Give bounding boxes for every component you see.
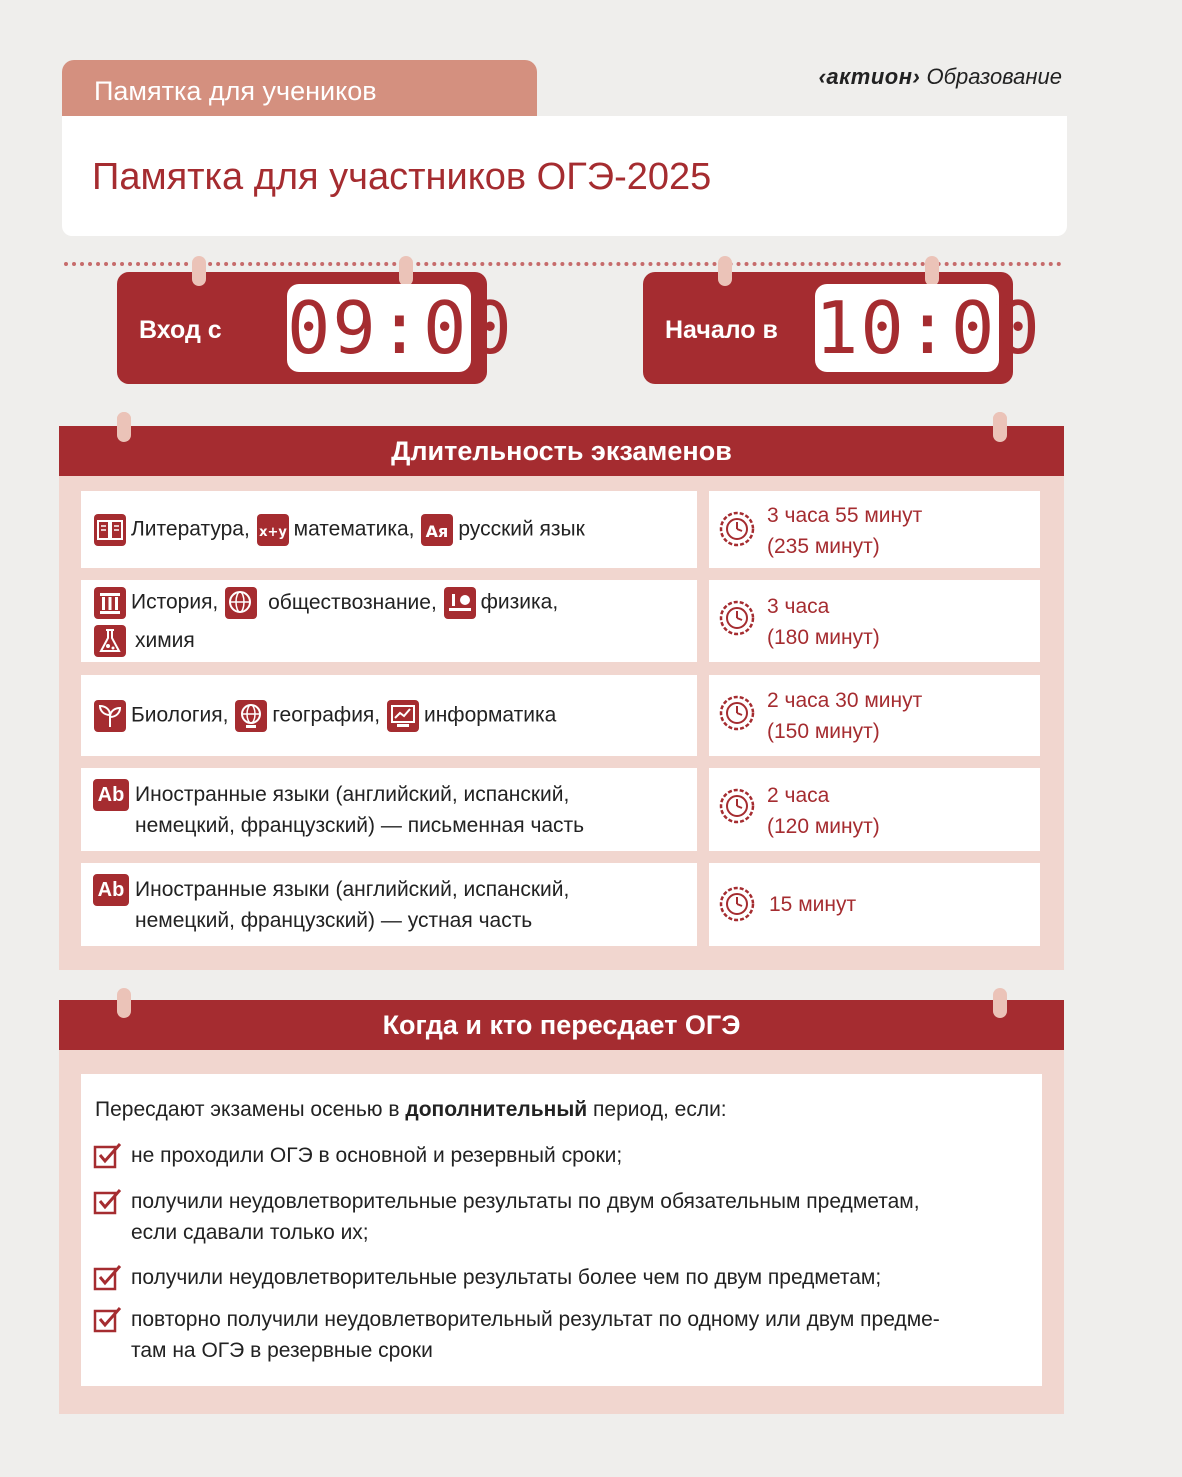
duration-cell-3 <box>709 675 1040 756</box>
computer-chart-icon <box>386 699 420 733</box>
start-label: Начало в <box>665 316 778 344</box>
subject-line2: немецкий, французский) — письменная часть <box>135 814 585 837</box>
duration-cell-4 <box>709 768 1040 851</box>
clock-gear-icon <box>717 884 757 924</box>
pin-decoration <box>925 256 939 286</box>
list-item-text: повторно получили неудовлетворительный результат по одному или двум предме- там на ОГЭ в резервные сроки <box>131 1308 940 1362</box>
subject-social: обществознание, <box>268 590 437 614</box>
subject-row-5 <box>81 863 697 946</box>
subject-history: История, <box>131 590 219 614</box>
flask-icon <box>93 624 127 658</box>
pin-decoration <box>192 256 206 286</box>
entry-label: Вход с <box>139 316 222 344</box>
subject-russian: русский язык <box>458 517 585 541</box>
retake-panel <box>59 1000 1064 1414</box>
subject-line1: Иностранные языки (английский, испанский, <box>135 783 570 806</box>
duration-heading: Длительность экзаменов <box>391 436 732 466</box>
memo-tab <box>62 60 537 120</box>
logo-suffix: Образование <box>926 64 1062 89</box>
duration-cell-5 <box>709 863 1040 946</box>
logo-brand: ‹актион› <box>818 64 921 89</box>
subject-list <box>93 513 585 547</box>
entry-clock <box>287 284 514 372</box>
subject-biology: Биология, <box>131 703 229 727</box>
russian-language-icon <box>420 513 454 547</box>
subject-foreign-written <box>135 779 584 841</box>
pin-decoration <box>117 412 131 442</box>
duration-line1: 15 минут <box>769 893 857 916</box>
clock-gear-icon <box>717 509 757 549</box>
list-item-text: получили неудовлетворительные результаты более чем по двум предметам; <box>131 1266 882 1289</box>
ab-icon: Ab <box>93 779 129 811</box>
globe-people-icon <box>224 586 258 620</box>
subject-informatics: информатика <box>423 703 557 727</box>
subject-math: математика, <box>293 517 415 541</box>
retake-card <box>81 1074 1042 1386</box>
retake-heading-bar <box>59 1000 1064 1050</box>
checkbox-check-icon <box>93 1140 123 1170</box>
pin-decoration <box>993 412 1007 442</box>
duration-line1: 2 часа 30 минут <box>767 689 923 712</box>
entry-time-box <box>117 272 514 384</box>
checkbox-check-icon <box>93 1304 123 1334</box>
duration-panel <box>59 426 1064 970</box>
subject-literature: Литература, <box>131 517 250 541</box>
subject-list <box>93 586 558 620</box>
svg-text:Ая: Ая <box>426 522 449 541</box>
duration-heading-bar <box>59 426 1064 476</box>
subject-foreign-oral <box>135 874 569 936</box>
book-icon <box>93 513 127 547</box>
start-time: 10:00 <box>815 286 1042 370</box>
sprout-icon <box>93 699 127 733</box>
duration-line1: 2 часа <box>767 784 830 807</box>
tab-label: Памятка для учеников <box>94 76 377 106</box>
ab-icon: Ab <box>93 874 129 906</box>
start-time-box <box>643 272 1042 384</box>
list-item-text: не проходили ОГЭ в основной и резервный сроки; <box>131 1144 623 1167</box>
clock-gear-icon <box>717 598 757 638</box>
pin-decoration <box>399 256 413 286</box>
page-title: Памятка для участников ОГЭ-2025 <box>92 156 712 198</box>
clock-gear-icon <box>717 786 757 826</box>
dotted-divider <box>64 262 1062 266</box>
aktion-logo <box>819 64 1062 90</box>
subject-list <box>93 699 556 733</box>
duration-line2: (180 минут) <box>767 626 880 649</box>
checkbox-check-icon <box>93 1262 123 1292</box>
subject-line1: Иностранные языки (английский, испанский, <box>135 878 570 901</box>
pin-decoration <box>993 988 1007 1018</box>
duration-cell-1 <box>709 491 1040 568</box>
pin-decoration <box>718 256 732 286</box>
subject-geography: география, <box>272 703 381 727</box>
subject-row-1 <box>81 491 697 568</box>
retake-intro: Пересдают экзамены осенью в дополнительный период, если: <box>95 1098 727 1121</box>
list-item-text: получили неудовлетворительные результаты по двум обязательным предметам, если сдавали только их; <box>131 1190 920 1244</box>
duration-cell-2 <box>709 580 1040 662</box>
subject-chemistry: химия <box>135 628 195 652</box>
duration-line1: 3 часа 55 минут <box>767 504 923 527</box>
duration-line2: (120 минут) <box>767 815 880 838</box>
subject-row-3 <box>81 675 697 756</box>
subject-list-line2 <box>93 624 195 658</box>
subject-row-4 <box>81 768 697 851</box>
subject-row-2 <box>81 580 697 662</box>
title-card <box>62 116 1067 236</box>
checkbox-check-icon <box>93 1186 123 1216</box>
globe-icon <box>234 699 268 733</box>
duration-line2: (235 минут) <box>767 535 880 558</box>
subject-physics: физика, <box>480 590 559 614</box>
clock-gear-icon <box>717 693 757 733</box>
duration-line2: (150 минут) <box>767 720 880 743</box>
subject-line2: немецкий, французский) — устная часть <box>135 909 533 932</box>
physics-icon <box>443 586 477 620</box>
pin-decoration <box>117 988 131 1018</box>
math-xy-icon <box>256 513 290 547</box>
entry-time: 09:00 <box>287 286 514 370</box>
column-icon <box>93 586 127 620</box>
svg-text:x+y: x+y <box>258 525 287 540</box>
duration-line1: 3 часа <box>767 595 830 618</box>
start-clock <box>815 284 1042 372</box>
retake-heading: Когда и кто пересдает ОГЭ <box>382 1010 741 1040</box>
